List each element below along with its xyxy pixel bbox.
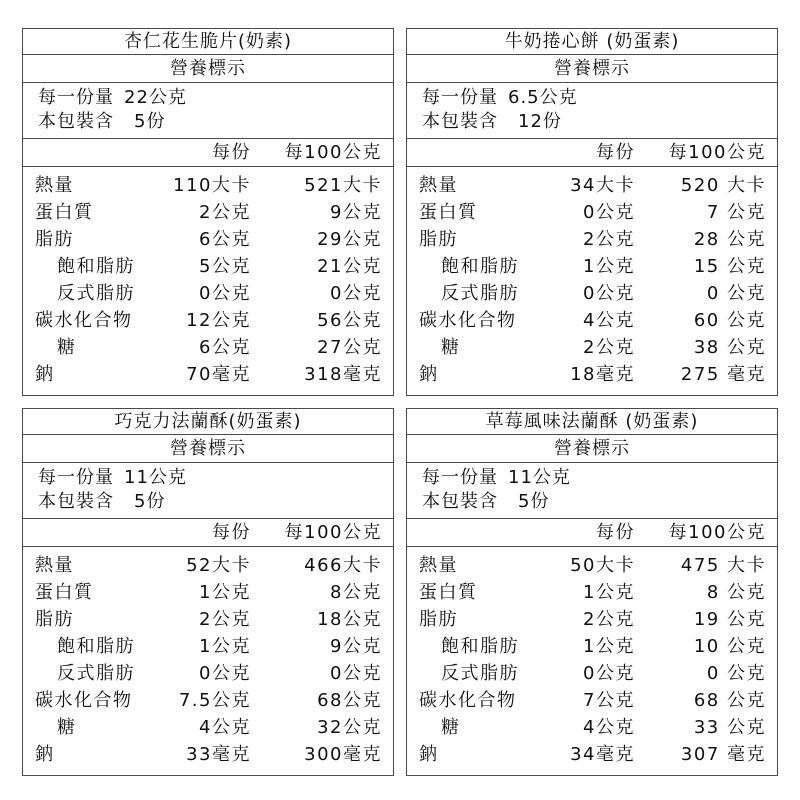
servings-per-package-line [38, 110, 393, 134]
per-serving-value: 7公克 [583, 690, 635, 711]
nutrient-row-carbohydrate [407, 307, 777, 334]
servings-per-package-label: 本包裝含 [422, 491, 498, 512]
nutrient-row-sugar [23, 714, 393, 741]
servings-per-package-value: 5份 [134, 491, 166, 512]
nutrient-row-fat [407, 606, 777, 633]
per-serving-value: 1公克 [199, 636, 251, 657]
nutrition-panel-chocolate-wafer [22, 408, 394, 776]
per-serving-header: 每份 [212, 522, 251, 543]
product-title: 草莓風味法蘭酥 (奶蛋素) [407, 409, 777, 435]
nutrient-row-protein [407, 199, 777, 226]
per-serving-header: 每份 [596, 522, 635, 543]
serving-info [23, 83, 393, 139]
per-serving-value: 4公克 [583, 717, 635, 738]
per-serving-value: 0公克 [583, 283, 635, 304]
nutrient-name: 熱量 [419, 555, 458, 576]
nutrient-name: 蛋白質 [35, 202, 94, 223]
nutrient-name: 飽和脂肪 [441, 636, 519, 657]
nutrient-table [407, 167, 777, 395]
per-serving-value: 110大卡 [173, 175, 251, 196]
serving-size-value: 11公克 [124, 467, 187, 488]
per-serving-value: 1公克 [583, 636, 635, 657]
column-header [407, 519, 777, 547]
serving-size-line [38, 86, 393, 110]
per-serving-value: 2公克 [583, 609, 635, 630]
servings-per-package-value: 5份 [134, 111, 166, 132]
nutrient-name: 碳水化合物 [35, 310, 133, 331]
nutrient-row-saturated-fat [23, 633, 393, 660]
nutrient-row-sodium [23, 361, 393, 388]
nutrient-name: 碳水化合物 [419, 690, 517, 711]
nutrient-name: 脂肪 [419, 229, 458, 250]
per-100g-value: 18公克 [317, 609, 382, 630]
per-100g-value: 33 公克 [693, 717, 766, 738]
nutrient-row-trans-fat [407, 280, 777, 307]
nutrient-name: 鈉 [419, 744, 439, 765]
product-title: 巧克力法蘭酥(奶蛋素) [23, 409, 393, 435]
nutrient-row-sugar [407, 714, 777, 741]
nutrient-name: 糖 [441, 337, 461, 358]
serving-size-value: 11公克 [508, 467, 571, 488]
per-serving-value: 18毫克 [570, 364, 635, 385]
serving-size-label: 每一份量 [422, 87, 498, 108]
per-100g-value: 68公克 [317, 690, 382, 711]
per-100g-value: 29公克 [317, 229, 382, 250]
serving-size-label: 每一份量 [38, 87, 114, 108]
column-header [407, 139, 777, 167]
nutrient-name: 反式脂肪 [441, 283, 519, 304]
nutrient-table [407, 547, 777, 775]
nutrient-row-energy [407, 552, 777, 579]
per-serving-value: 2公克 [199, 609, 251, 630]
nutrient-name: 脂肪 [35, 609, 74, 630]
servings-per-package-label: 本包裝含 [38, 491, 114, 512]
nutrient-name: 脂肪 [35, 229, 74, 250]
per-100g-value: 32公克 [317, 717, 382, 738]
per-100g-value: 475 大卡 [680, 555, 766, 576]
nutrient-name: 飽和脂肪 [441, 256, 519, 277]
nutrition-panel-almond-peanut-crisp [22, 28, 394, 396]
nutrient-row-sodium [407, 741, 777, 768]
per-serving-value: 1公克 [583, 256, 635, 277]
per-100g-header: 每100公克 [284, 142, 382, 163]
nutrition-label-heading: 營養標示 [407, 435, 777, 463]
per-100g-value: 21公克 [317, 256, 382, 277]
per-serving-value: 34毫克 [570, 744, 635, 765]
nutrient-name: 飽和脂肪 [57, 256, 135, 277]
nutrient-name: 糖 [57, 717, 77, 738]
servings-per-package-label: 本包裝含 [38, 111, 114, 132]
nutrient-name: 熱量 [35, 555, 74, 576]
per-serving-value: 0公克 [199, 283, 251, 304]
nutrient-row-energy [407, 172, 777, 199]
per-serving-value: 52大卡 [186, 555, 251, 576]
per-serving-value: 70毫克 [186, 364, 251, 385]
nutrient-name: 糖 [57, 337, 77, 358]
per-100g-header: 每100公克 [668, 142, 766, 163]
per-100g-header: 每100公克 [284, 522, 382, 543]
nutrient-table [23, 167, 393, 395]
per-serving-value: 33毫克 [186, 744, 251, 765]
per-serving-value: 0公克 [199, 663, 251, 684]
serving-info [407, 83, 777, 139]
per-serving-value: 2公克 [199, 202, 251, 223]
nutrient-name: 脂肪 [419, 609, 458, 630]
per-serving-value: 0公克 [583, 202, 635, 223]
nutrient-row-fat [407, 226, 777, 253]
per-serving-value: 34大卡 [570, 175, 635, 196]
per-serving-value: 6公克 [199, 229, 251, 250]
per-100g-value: 0 公克 [706, 283, 766, 304]
per-serving-value: 4公克 [583, 310, 635, 331]
per-serving-value: 6公克 [199, 337, 251, 358]
nutrient-name: 碳水化合物 [35, 690, 133, 711]
per-100g-value: 28 公克 [693, 229, 766, 250]
per-100g-value: 8 公克 [706, 582, 766, 603]
nutrient-row-carbohydrate [23, 687, 393, 714]
nutrient-name: 蛋白質 [35, 582, 94, 603]
per-serving-value: 4公克 [199, 717, 251, 738]
nutrient-row-sodium [23, 741, 393, 768]
per-serving-value: 1公克 [199, 582, 251, 603]
servings-per-package-line [422, 110, 777, 134]
serving-info [23, 463, 393, 519]
per-100g-value: 0 公克 [706, 663, 766, 684]
per-100g-value: 19 公克 [693, 609, 766, 630]
per-100g-value: 38 公克 [693, 337, 766, 358]
nutrient-name: 反式脂肪 [441, 663, 519, 684]
per-serving-value: 5公克 [199, 256, 251, 277]
nutrition-panel-milk-egg-roll [406, 28, 778, 396]
nutrient-row-sugar [23, 334, 393, 361]
nutrition-label-heading: 營養標示 [23, 435, 393, 463]
nutrient-name: 熱量 [35, 175, 74, 196]
nutrition-panel-strawberry-wafer [406, 408, 778, 776]
serving-size-value: 22公克 [124, 87, 187, 108]
serving-size-label: 每一份量 [422, 467, 498, 488]
nutrient-row-saturated-fat [23, 253, 393, 280]
nutrient-name: 鈉 [419, 364, 439, 385]
servings-per-package-line [38, 490, 393, 514]
per-100g-value: 15 公克 [693, 256, 766, 277]
nutrient-name: 反式脂肪 [57, 663, 135, 684]
nutrient-name: 飽和脂肪 [57, 636, 135, 657]
per-100g-value: 8公克 [330, 582, 382, 603]
nutrient-row-protein [407, 579, 777, 606]
nutrient-row-energy [23, 552, 393, 579]
nutrient-name: 鈉 [35, 744, 55, 765]
nutrient-row-protein [23, 579, 393, 606]
per-100g-value: 9公克 [330, 202, 382, 223]
nutrient-name: 糖 [441, 717, 461, 738]
nutrient-row-protein [23, 199, 393, 226]
column-header [23, 139, 393, 167]
nutrient-row-fat [23, 226, 393, 253]
nutrition-label-heading: 營養標示 [407, 55, 777, 83]
per-serving-value: 2公克 [583, 229, 635, 250]
nutrient-row-trans-fat [23, 280, 393, 307]
column-header [23, 519, 393, 547]
per-100g-value: 275 毫克 [680, 364, 766, 385]
per-serving-value: 2公克 [583, 337, 635, 358]
servings-per-package-value: 12份 [518, 111, 562, 132]
per-100g-value: 307 毫克 [680, 744, 766, 765]
per-serving-header: 每份 [212, 142, 251, 163]
per-serving-value: 12公克 [186, 310, 251, 331]
per-100g-value: 27公克 [317, 337, 382, 358]
nutrient-name: 熱量 [419, 175, 458, 196]
serving-size-line [422, 466, 777, 490]
serving-size-value: 6.5公克 [508, 87, 578, 108]
per-100g-value: 60 公克 [693, 310, 766, 331]
nutrient-row-carbohydrate [407, 687, 777, 714]
nutrient-row-fat [23, 606, 393, 633]
servings-per-package-line [422, 490, 777, 514]
nutrient-row-trans-fat [23, 660, 393, 687]
nutrient-name: 鈉 [35, 364, 55, 385]
nutrient-row-energy [23, 172, 393, 199]
nutrient-row-sodium [407, 361, 777, 388]
per-100g-header: 每100公克 [668, 522, 766, 543]
per-100g-value: 0公克 [330, 663, 382, 684]
nutrient-name: 反式脂肪 [57, 283, 135, 304]
per-100g-value: 318毫克 [304, 364, 382, 385]
product-title: 杏仁花生脆片(奶素) [23, 29, 393, 55]
per-100g-value: 68 公克 [693, 690, 766, 711]
serving-size-label: 每一份量 [38, 467, 114, 488]
servings-per-package-label: 本包裝含 [422, 111, 498, 132]
nutrition-label-heading: 營養標示 [23, 55, 393, 83]
servings-per-package-value: 5份 [518, 491, 550, 512]
serving-size-line [422, 86, 777, 110]
per-serving-value: 1公克 [583, 582, 635, 603]
nutrient-name: 蛋白質 [419, 202, 478, 223]
nutrient-row-sugar [407, 334, 777, 361]
per-100g-value: 56公克 [317, 310, 382, 331]
nutrient-row-saturated-fat [407, 253, 777, 280]
nutrient-row-trans-fat [407, 660, 777, 687]
nutrient-name: 蛋白質 [419, 582, 478, 603]
serving-size-line [38, 466, 393, 490]
per-100g-value: 521大卡 [304, 175, 382, 196]
nutrient-row-carbohydrate [23, 307, 393, 334]
per-100g-value: 300毫克 [304, 744, 382, 765]
per-100g-value: 520 大卡 [680, 175, 766, 196]
per-100g-value: 0公克 [330, 283, 382, 304]
per-serving-header: 每份 [596, 142, 635, 163]
per-100g-value: 466大卡 [304, 555, 382, 576]
serving-info [407, 463, 777, 519]
per-serving-value: 7.5公克 [178, 690, 251, 711]
per-100g-value: 10 公克 [693, 636, 766, 657]
product-title: 牛奶捲心餅 (奶蛋素) [407, 29, 777, 55]
per-serving-value: 50大卡 [570, 555, 635, 576]
per-serving-value: 0公克 [583, 663, 635, 684]
per-100g-value: 7 公克 [706, 202, 766, 223]
per-100g-value: 9公克 [330, 636, 382, 657]
nutrient-name: 碳水化合物 [419, 310, 517, 331]
nutrient-table [23, 547, 393, 775]
nutrient-row-saturated-fat [407, 633, 777, 660]
